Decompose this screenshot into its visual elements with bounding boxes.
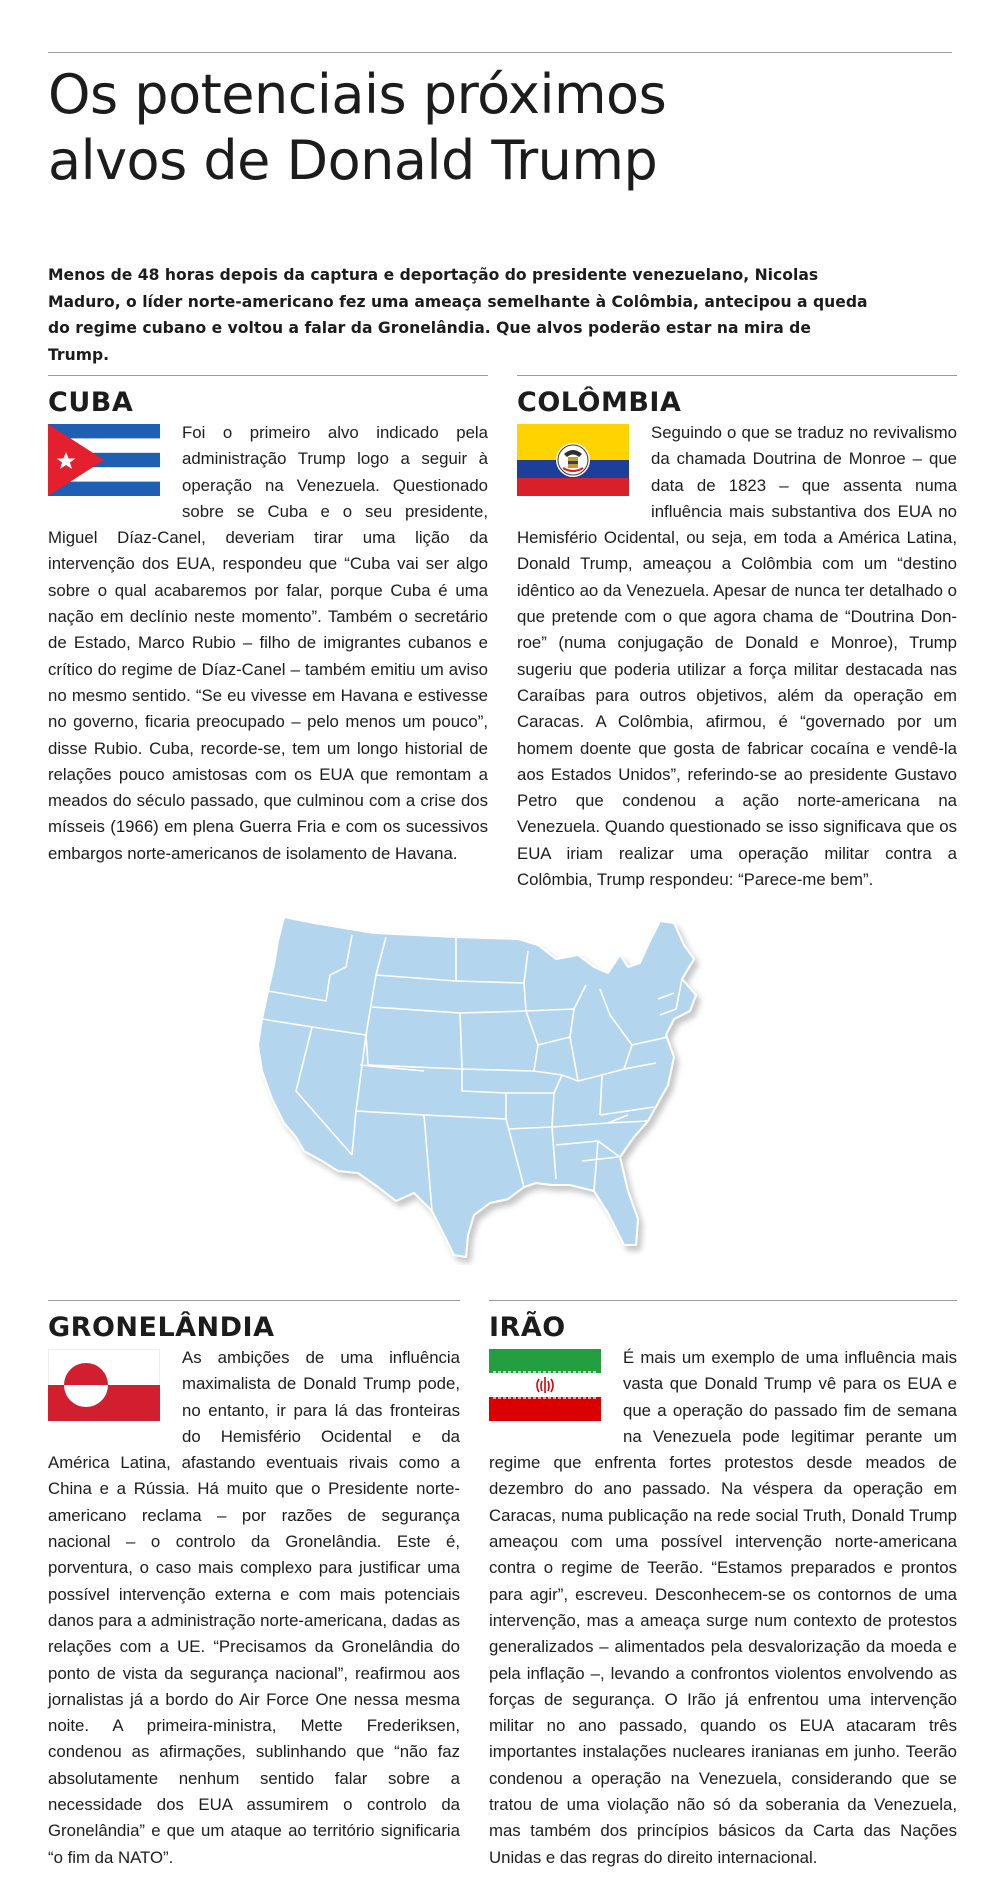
section-body-cuba [48, 420, 488, 867]
section-body-colombia [517, 420, 957, 893]
iran-rule [489, 1300, 957, 1301]
greenland-flag-icon [48, 1349, 160, 1421]
usa-states-map-icon [256, 915, 776, 1265]
iran-flag-icon [489, 1349, 601, 1421]
section-greenland [48, 1311, 460, 1871]
section-heading-cuba: CUBA [48, 387, 134, 418]
lede-paragraph: Menos de 48 horas depois da captura e deportação do presidente venezuelano, Nicolas Maduro, o líder norte-americano fez uma ameaça semelhante à Colômbia, antecipou a queda do regime cubano e voltou a falar da Gronelândia. Que alvos poderão estar na mira de Trump. [48, 266, 868, 364]
colombia-rule [517, 375, 957, 376]
section-iran [489, 1311, 957, 1871]
section-heading-iran: IRÃO [489, 1312, 566, 1343]
section-text-greenland: As ambições de uma influência maximalista de Donald Trump pode, no entanto, ir para lá das fronteiras do Hemisfério Ocidental e da América Latina, afastando eventuais rivais como a China e a Rússia. Há muito que o Presidente norte-americano reclama – por razões de segurança nacional – o controlo da Gronelândia. Este é, porventura, o caso mais complexo para justificar uma possível intervenção externa e com mais potenciais danos para a administração norte-americana, dadas as relações com a UE. “Precisamos da Gronelândia do ponto de vista da segurança nacional”, reafirmou aos jornalistas já a bordo do Air Force One nessa mesma noite. A primeira-ministra, Mette Frederiksen, condenou as afirmações, sublinhando que “não faz absolutamente nenhum sentido falar sobre a necessidade dos EUA assumirem o controlo da Gronelândia” e que um ataque ao território significaria “o fim da NATO”. [48, 1348, 460, 1867]
greenland-rule [48, 1300, 460, 1301]
colombia-flag-icon [517, 424, 629, 496]
section-heading-greenland: GRONELÂNDIA [48, 1312, 275, 1343]
title-line-2: alvos de Donald Trump [48, 129, 658, 192]
section-colombia [517, 386, 957, 893]
section-cuba [48, 386, 488, 867]
cuba-rule [48, 375, 488, 376]
section-text-iran: É mais um exemplo de uma influência mais vasta que Donald Trump vê para os EUA e que a operação do passado fim de semana na Venezuela pode legitimar perante um regime que enfrenta fortes protestos desde meados de dezembro do ano passado. Na véspera da operação em Caracas, numa publicação na rede social Truth, Donald Trump ameaçou com uma possível intervenção norte-americana contra o regime de Teerão. “Estamos preparados e prontos para agir”, escreveu. Desconhecem-se os contornos de uma intervenção, mas a ameaça surge num contexto de protestos generalizados – alimentados pela desvalorização da moeda e pela inflação –, levando a confrontos violentos envolvendo as forças de segurança. O Irão já enfrentou uma intervenção militar no ano passado, quando os EUA atacaram três importantes instalações nucleares iranianas em junho. Teerão condenou a operação na Venezuela, considerando que se tratou de uma violação não só da soberania da Venezuela, mas também dos princípios básicos da Carta das Nações Unidas e das regras do direito internacional. [489, 1348, 957, 1867]
top-rule [48, 52, 952, 53]
section-text-colombia: Seguindo o que se traduz no revivalismo da chamada Doutrina de Monroe – que data de 1823 – que assenta numa influência mais substantiva dos EUA no Hemisfério Ocidental, ou seja, em toda a América Latina, Donald Trump, ameaçou a Colômbia com um “destino idêntico ao da Venezuela. Apesar de nunca ter detalhado o que pretende com o que agora chama de “Doutrina Don-roe” (numa conjugação de Donald e Monroe), Trump sugeriu que poderia utilizar a força militar destacada nas Caraíbas para outros objetivos, além da operação em Caracas. A Colômbia, afirmou, é “governado por um homem doente que gosta de fabricar cocaína e vendê-la aos Estados Unidos”, referindo-se ao presidente Gustavo Petro que condenou a ação norte-americana na Venezuela. Quando questionado se isso significava que os EUA iriam realizar uma operação militar contra a Colômbia, Trump respondeu: “Parece-me bem”. [517, 423, 957, 890]
cuba-flag-icon [48, 424, 160, 496]
section-text-cuba: Foi o primeiro alvo indicado pela administração Trump logo a seguir à operação na Venezuela. Questionado sobre se Cuba e o seu presidente, Miguel Díaz-Canel, deveriam tirar uma lição da intervenção dos EUA, respondeu que “Cuba vai ser algo sobre o qual acabaremos por falar, porque Cuba é uma nação em declínio neste momento”. Também o secretário de Estado, Marco Rubio – filho de imigrantes cubanos e crítico do regime de Díaz-Canel – também emitiu um aviso no mesmo sentido. “Se eu vivesse em Havana e estivesse no governo, ficaria preocupado – pelo menos um pouco”, disse Rubio. Cuba, recorde-se, tem um longo historial de relações pouco amistosas com os EUA que remontam a meados do século passado, que culminou com a crise dos mísseis (1966) em plena Guerra Fria e com os sucessivos embargos norte-americanos de isolamento de Havana. [48, 423, 488, 863]
page-title [48, 62, 948, 194]
section-body-iran [489, 1345, 957, 1871]
section-body-greenland [48, 1345, 460, 1871]
title-line-1: Os potenciais próximos [48, 63, 667, 126]
section-heading-colombia: COLÔMBIA [517, 387, 682, 418]
